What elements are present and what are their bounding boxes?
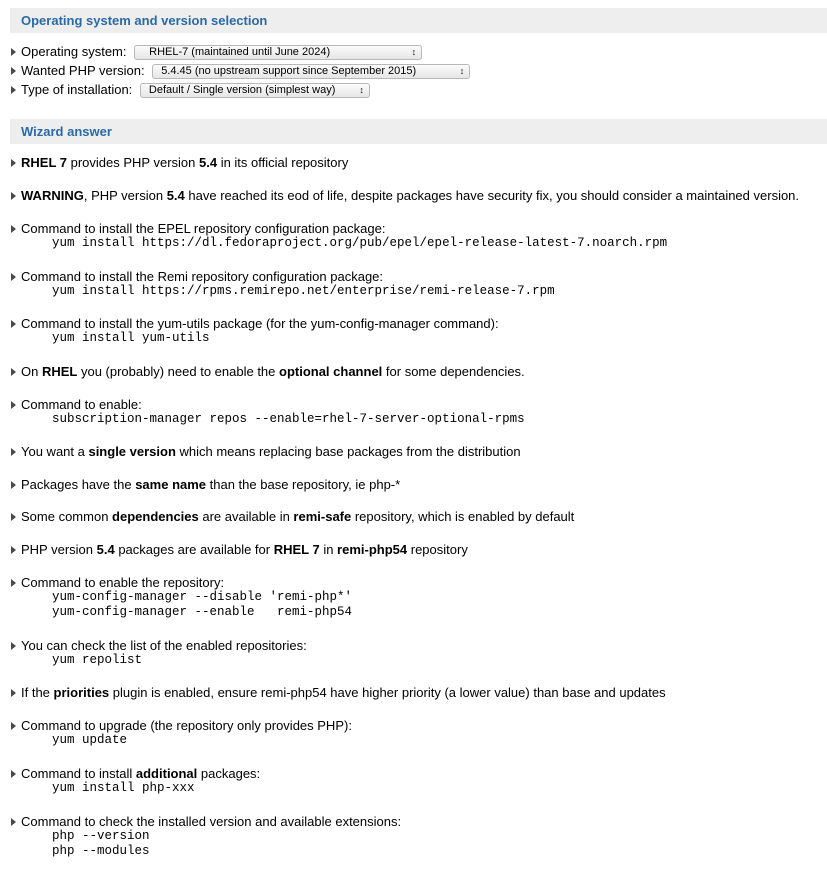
- bullet-triangle-icon: [11, 513, 16, 521]
- bullet-triangle-icon: [11, 192, 16, 200]
- version-command: php --version: [52, 829, 150, 843]
- text-bold: remi-php54: [337, 542, 408, 557]
- text-bold: RHEL: [41, 364, 78, 379]
- bullet-triangle-icon: [11, 722, 16, 730]
- php-version-select[interactable]: [152, 64, 470, 79]
- remi-command: yum install https://rpms.remirepo.net/enterprise/remi-release-7.rpm: [52, 284, 555, 298]
- single-line: [11, 444, 521, 459]
- text: You want a: [21, 444, 89, 459]
- text-bold: optional channel: [279, 364, 383, 379]
- text: provides PHP version: [67, 155, 199, 170]
- bullet-triangle-icon: [11, 448, 16, 456]
- priorities-line: [11, 685, 666, 700]
- text: Command to install the EPEL repository configuration package:: [21, 221, 386, 236]
- enablerepo-line: [11, 575, 224, 590]
- text-bold: additional: [135, 766, 198, 781]
- bullet-triangle-icon: [11, 225, 16, 233]
- bullet-triangle-icon: [11, 689, 16, 697]
- text: On: [21, 364, 42, 379]
- text: you (probably) need to enable the: [77, 364, 279, 379]
- text: Command to enable:: [21, 397, 142, 412]
- remi-line: [11, 269, 383, 284]
- bullet-triangle-icon: [11, 401, 16, 409]
- text-bold: same name: [135, 477, 207, 492]
- text: in its official repository: [217, 155, 349, 170]
- text-bold: 5.4: [199, 155, 218, 170]
- text-bold: remi-safe: [293, 509, 352, 524]
- epel-line: [11, 221, 385, 236]
- text: are available in: [198, 509, 294, 524]
- bullet-triangle-icon: [11, 579, 16, 587]
- repolist-command: yum repolist: [52, 653, 143, 667]
- yumutils-line: [11, 316, 499, 331]
- provides-line: [11, 155, 348, 170]
- bullet-triangle-icon: [11, 770, 16, 778]
- os-selection-header: Operating system and version selection: [10, 8, 827, 33]
- text: plugin is enabled, ensure remi-php54 have higher priority (a lower value) than base and updates: [109, 685, 666, 700]
- text: packages:: [197, 766, 261, 781]
- bullet-triangle-icon: [11, 546, 16, 554]
- bullet-triangle-icon: [11, 67, 16, 75]
- select-arrows-icon: ↕: [411, 47, 417, 57]
- samename-line: [11, 477, 400, 492]
- type-label: Type of installation:: [21, 82, 133, 97]
- enable-repo-command: yum-config-manager --enable remi-php54: [52, 605, 353, 619]
- text: packages are available for: [114, 542, 274, 557]
- os-label: Operating system:: [21, 44, 127, 59]
- enable-command: subscription-manager repos --enable=rhel-7-server-optional-rpms: [52, 412, 525, 426]
- bullet-triangle-icon: [11, 159, 16, 167]
- text: Command to upgrade (the repository only provides PHP):: [21, 718, 352, 733]
- php-select-value: 5.4.45 (no upstream support since September 2015): [161, 65, 417, 77]
- bullet-triangle-icon: [11, 642, 16, 650]
- type-select-value: Default / Single version (simplest way): [148, 84, 336, 96]
- bullet-triangle-icon: [11, 48, 16, 56]
- text: in: [319, 542, 338, 557]
- text: repository, which is enabled by default: [351, 509, 575, 524]
- text-bold: RHEL 7: [273, 542, 320, 557]
- text: Some common: [21, 509, 113, 524]
- deps-line: [11, 509, 574, 524]
- repolist-line: [11, 638, 307, 653]
- php-label: Wanted PHP version:: [21, 63, 145, 78]
- bullet-triangle-icon: [11, 320, 16, 328]
- disable-command: yum-config-manager --disable 'remi-php*': [52, 590, 353, 604]
- check-line: [11, 814, 401, 829]
- text: Command to check the installed version and available extensions:: [21, 814, 402, 829]
- select-arrows-icon: ↕: [359, 85, 364, 95]
- warning-line: [11, 188, 799, 203]
- text: You can check the list of the enabled repositories:: [21, 638, 307, 653]
- additional-command: yum install php-xxx: [52, 781, 195, 795]
- os-select[interactable]: [134, 45, 422, 60]
- text-bold: 5.4: [96, 542, 115, 557]
- php-row: [11, 63, 470, 79]
- text: Command to install the Remi repository configuration package:: [21, 269, 384, 284]
- text: than the base repository, ie php-*: [206, 477, 401, 492]
- upgrade-command: yum update: [52, 733, 128, 747]
- optional-line: [11, 364, 525, 379]
- bullet-triangle-icon: [11, 86, 16, 94]
- text: If the: [21, 685, 54, 700]
- text: Packages have the: [21, 477, 136, 492]
- bullet-triangle-icon: [11, 481, 16, 489]
- text-bold: RHEL 7: [21, 155, 67, 170]
- os-select-value: RHEL-7 (maintained until June 2024): [149, 46, 331, 58]
- yumutils-command: yum install yum-utils: [52, 331, 210, 345]
- text: Command to install the yum-utils package (for the yum-config-manager command):: [21, 316, 499, 331]
- bullet-triangle-icon: [11, 273, 16, 281]
- text-bold: dependencies: [112, 509, 199, 524]
- upgrade-line: [11, 718, 352, 733]
- wizard-answer-header: Wizard answer: [10, 119, 827, 144]
- select-arrows-icon: ↕: [459, 66, 465, 76]
- modules-command: php --modules: [52, 844, 150, 858]
- text: have reached its eod of life, despite packages have security fix, you should consider a maintained version.: [184, 188, 800, 203]
- text: for some dependencies.: [382, 364, 525, 379]
- text: which means replacing base packages from the distribution: [175, 444, 521, 459]
- text: repository: [407, 542, 468, 557]
- type-row: [11, 82, 370, 98]
- text-bold: 5.4: [166, 188, 185, 203]
- bullet-triangle-icon: [11, 818, 16, 826]
- text: Command to enable the repository:: [21, 575, 225, 590]
- text-bold: WARNING: [21, 188, 84, 203]
- install-type-select[interactable]: [140, 83, 370, 98]
- bullet-triangle-icon: [11, 368, 16, 376]
- os-row: [11, 44, 422, 60]
- text: PHP version: [21, 542, 97, 557]
- avail-line: [11, 542, 468, 557]
- additional-line: [11, 766, 260, 781]
- text: , PHP version: [83, 188, 167, 203]
- epel-command: yum install https://dl.fedoraproject.org/pub/epel/epel-release-latest-7.noarch.rpm: [52, 236, 668, 250]
- text: Command to install: [21, 766, 136, 781]
- text-bold: single version: [88, 444, 176, 459]
- enable-line: [11, 397, 142, 412]
- text-bold: priorities: [53, 685, 110, 700]
